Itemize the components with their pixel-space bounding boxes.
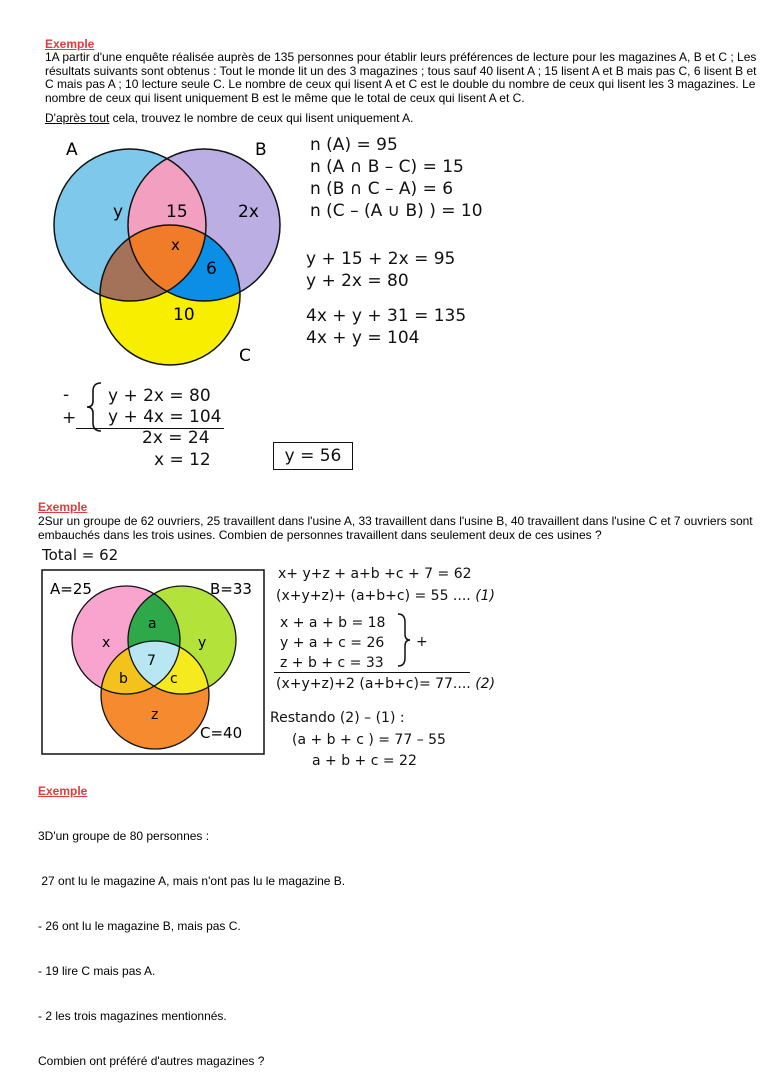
example-3-line-2: 27 ont lu le magazine A, mais n'ont pas lu le magazine B. xyxy=(38,874,346,888)
example-1-statement: 1A partir d'une enquête réalisée auprès de 135 personnes pour établir leurs préférences de lecture pour les magazines A, B et C ; Les résultats suivants sont obtenus : Tout le monde lit un des 3 magazines ; tous sauf 40 lisent A ; 15 lisent A et B mais pas C, 6 lisent B et C mais pas A ; 10 lecture seule C. Le nombre de ceux qui lisent A et C est le double du nombre de ceux qui lisent les 3 magazines. Le nombre de ceux qui lisent uniquement B est le même que le total de ceux qui lisent A et C. xyxy=(45,50,757,105)
total-label: Total = 62 xyxy=(42,546,119,564)
equation-n-ab: n (A ∩ B – C) = 15 xyxy=(310,157,464,177)
example-3-line-5: - 2 les trois magazines mentionnés. xyxy=(38,1009,227,1023)
equation-n-bc: n (B ∩ C – A) = 6 xyxy=(310,179,454,199)
system-brace xyxy=(85,381,107,433)
subtract-step-label: Restando (2) – (1) : xyxy=(270,710,405,726)
venn1-label-c: C xyxy=(239,346,251,366)
equation-2-1 xyxy=(276,588,495,604)
example-3-line-1: 3D'un groupe de 80 personnes : xyxy=(38,829,210,843)
example-1-question xyxy=(45,112,414,126)
system-minus-sign: - xyxy=(63,385,70,405)
example-2-heading: Exemple xyxy=(38,500,88,514)
equation-n-a: n (A) = 95 xyxy=(310,135,398,155)
example-1-heading: Exemple xyxy=(45,37,95,51)
venn-diagram-2 xyxy=(38,568,268,758)
result-box: y = 56 xyxy=(273,442,353,470)
equations-2-system xyxy=(280,613,385,673)
example-3-line-4: - 19 lire C mais pas A. xyxy=(38,964,156,978)
system-line-2: y + 4x = 104 xyxy=(108,407,222,427)
system-line-3: 2x = 24 xyxy=(142,428,210,448)
venn1-label-b: B xyxy=(255,140,267,160)
venn-diagram-1 xyxy=(40,135,300,375)
venn2-label-b: B=33 xyxy=(210,580,252,598)
example-3-statement xyxy=(38,799,345,1084)
venn2-value-b: b xyxy=(119,671,128,687)
system-2-sum-line xyxy=(274,672,470,673)
equation-2-sum: x+ y+z + a+b +c + 7 = 62 xyxy=(278,566,472,582)
equation-2-2-number: (2) xyxy=(475,676,496,692)
equation-2-2 xyxy=(276,676,495,692)
system-2-line-3: z + b + c = 33 xyxy=(280,655,384,671)
system-line-1: y + 2x = 80 xyxy=(108,386,211,406)
subtract-step-equation: (a + b + c ) = 77 – 55 xyxy=(292,732,446,748)
example-3-heading: Exemple xyxy=(38,784,88,798)
example-3-line-6: Combien ont préféré d'autres magazines ? xyxy=(38,1054,265,1068)
venn1-value-a-only: y xyxy=(113,202,124,222)
venn2-value-x: x xyxy=(102,635,111,651)
example-1-question-rest: cela, trouvez le nombre de ceux qui lisent uniquement A. xyxy=(109,111,414,125)
equation-2-2-body: (x+y+z)+2 (a+b+c)= 77.... xyxy=(276,676,471,692)
venn1-value-ab: 15 xyxy=(166,202,188,222)
venn1-value-b-only: 2x xyxy=(238,202,259,222)
venn1-value-bc: 6 xyxy=(206,259,217,279)
equation-2-1-body: (x+y+z)+ (a+b+c) = 55 .... xyxy=(276,588,471,604)
equations-total xyxy=(306,305,466,349)
venn2-label-a: A=25 xyxy=(50,580,92,598)
venn2-value-y: y xyxy=(198,635,207,651)
venn2-value-a: a xyxy=(148,616,157,632)
system-2-line-1: x + a + b = 18 xyxy=(280,615,386,631)
equation-total-simplified: 4x + y = 104 xyxy=(306,328,420,348)
venn1-value-c-only: 10 xyxy=(173,305,195,325)
example-2-statement: 2Sur un groupe de 62 ouvriers, 25 travaillent dans l'usine A, 33 travaillent dans l'usine B, 40 travaillent dans l'usine C et 7 ouvriers sont embauchés dans les trois usines. Combien de personnes travaillent dans seulement deux de ces usines ? xyxy=(38,514,753,542)
equation-2-1-number: (1) xyxy=(475,588,496,604)
system-plus-sign: + xyxy=(62,408,77,428)
system-2-brace xyxy=(396,612,412,668)
venn1-value-abc: x xyxy=(171,236,180,254)
system-line-4: x = 12 xyxy=(154,450,211,470)
equation-n-c: n (C – (A ∪ B) ) = 10 xyxy=(310,201,483,221)
equation-a-simplified: y + 2x = 80 xyxy=(306,271,409,291)
equation-a-total: y + 15 + 2x = 95 xyxy=(306,249,456,269)
example-1-question-prefix: D'après tout xyxy=(45,111,110,125)
equations-a xyxy=(306,248,455,292)
example-3-line-3: - 26 ont lu le magazine B, mais pas C. xyxy=(38,919,241,933)
venn2-label-c: C=40 xyxy=(200,724,243,742)
subtract-step-result: a + b + c = 22 xyxy=(312,753,417,769)
system-2-line-2: y + a + c = 26 xyxy=(280,635,385,651)
venn2-value-c: c xyxy=(170,671,178,687)
venn2-value-center: 7 xyxy=(147,653,156,669)
equation-total: 4x + y + 31 = 135 xyxy=(306,306,467,326)
venn2-value-z: z xyxy=(151,707,159,723)
system-2-plus: + xyxy=(416,634,428,650)
equations-given xyxy=(310,134,483,222)
venn1-label-a: A xyxy=(66,140,78,160)
